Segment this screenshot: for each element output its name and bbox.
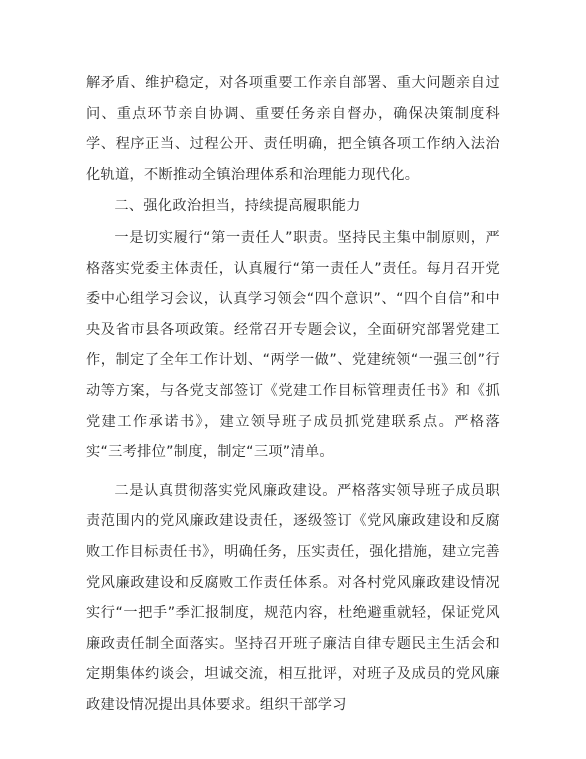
section-heading-political-responsibility: 二、强化政治担当，持续提高履职能力 xyxy=(114,198,361,215)
paragraph-first-responsible-person: 一是切实履行“第一责任人”职责。坚持民主集中制原则，严格落实党委主体责任，认真履行“第一责任人”责任。每月召开党委中心组学习会议，认真学习领会“四个意识”、“四个自信”和中央及省市县各项政策。经常召开专题会议，全面研究部署党建工作，制定了全年工作计划、“两学一做”、党建统领“一强三创”行动等方案，与各党支部签订《党建工作目标管理责任书》和《抓党建工作承诺书》，建立领导班子成员抓党建联系点。严格落实“三考排位”制度，制定“三项”清单。 xyxy=(86,229,500,461)
paragraph-governance-closing: 解矛盾、维护稳定，对各项重要工作亲自部署、重大问题亲自过问、重点环节亲自协调、重要任务亲自督办，确保决策制度科学、程序正当、过程公开、责任明确，把全镇各项工作纳入法治化轨道，不断推动全镇治理体系和治理能力现代化。 xyxy=(86,75,500,183)
paragraph-clean-governance: 二是认真贯彻落实党风廉政建设。严格落实领导班子成员职责范围内的党风廉政建设责任，逐级签订《党风廉政建设和反腐败工作目标责任书》，明确任务，压实责任，强化措施，建立完善党风廉政建设和反腐败工作责任体系。对各村党风廉政建设情况实行“一把手”季汇报制度，规范内容，杜绝避重就轻，保证党风廉政责任制全面落实。坚持召开班子廉洁自律专题民主生活会和定期集体约谈会，坦诚交流，相互批评，对班子及成员的党风廉政建设情况提出具体要求。组织干部学习 xyxy=(86,482,500,713)
